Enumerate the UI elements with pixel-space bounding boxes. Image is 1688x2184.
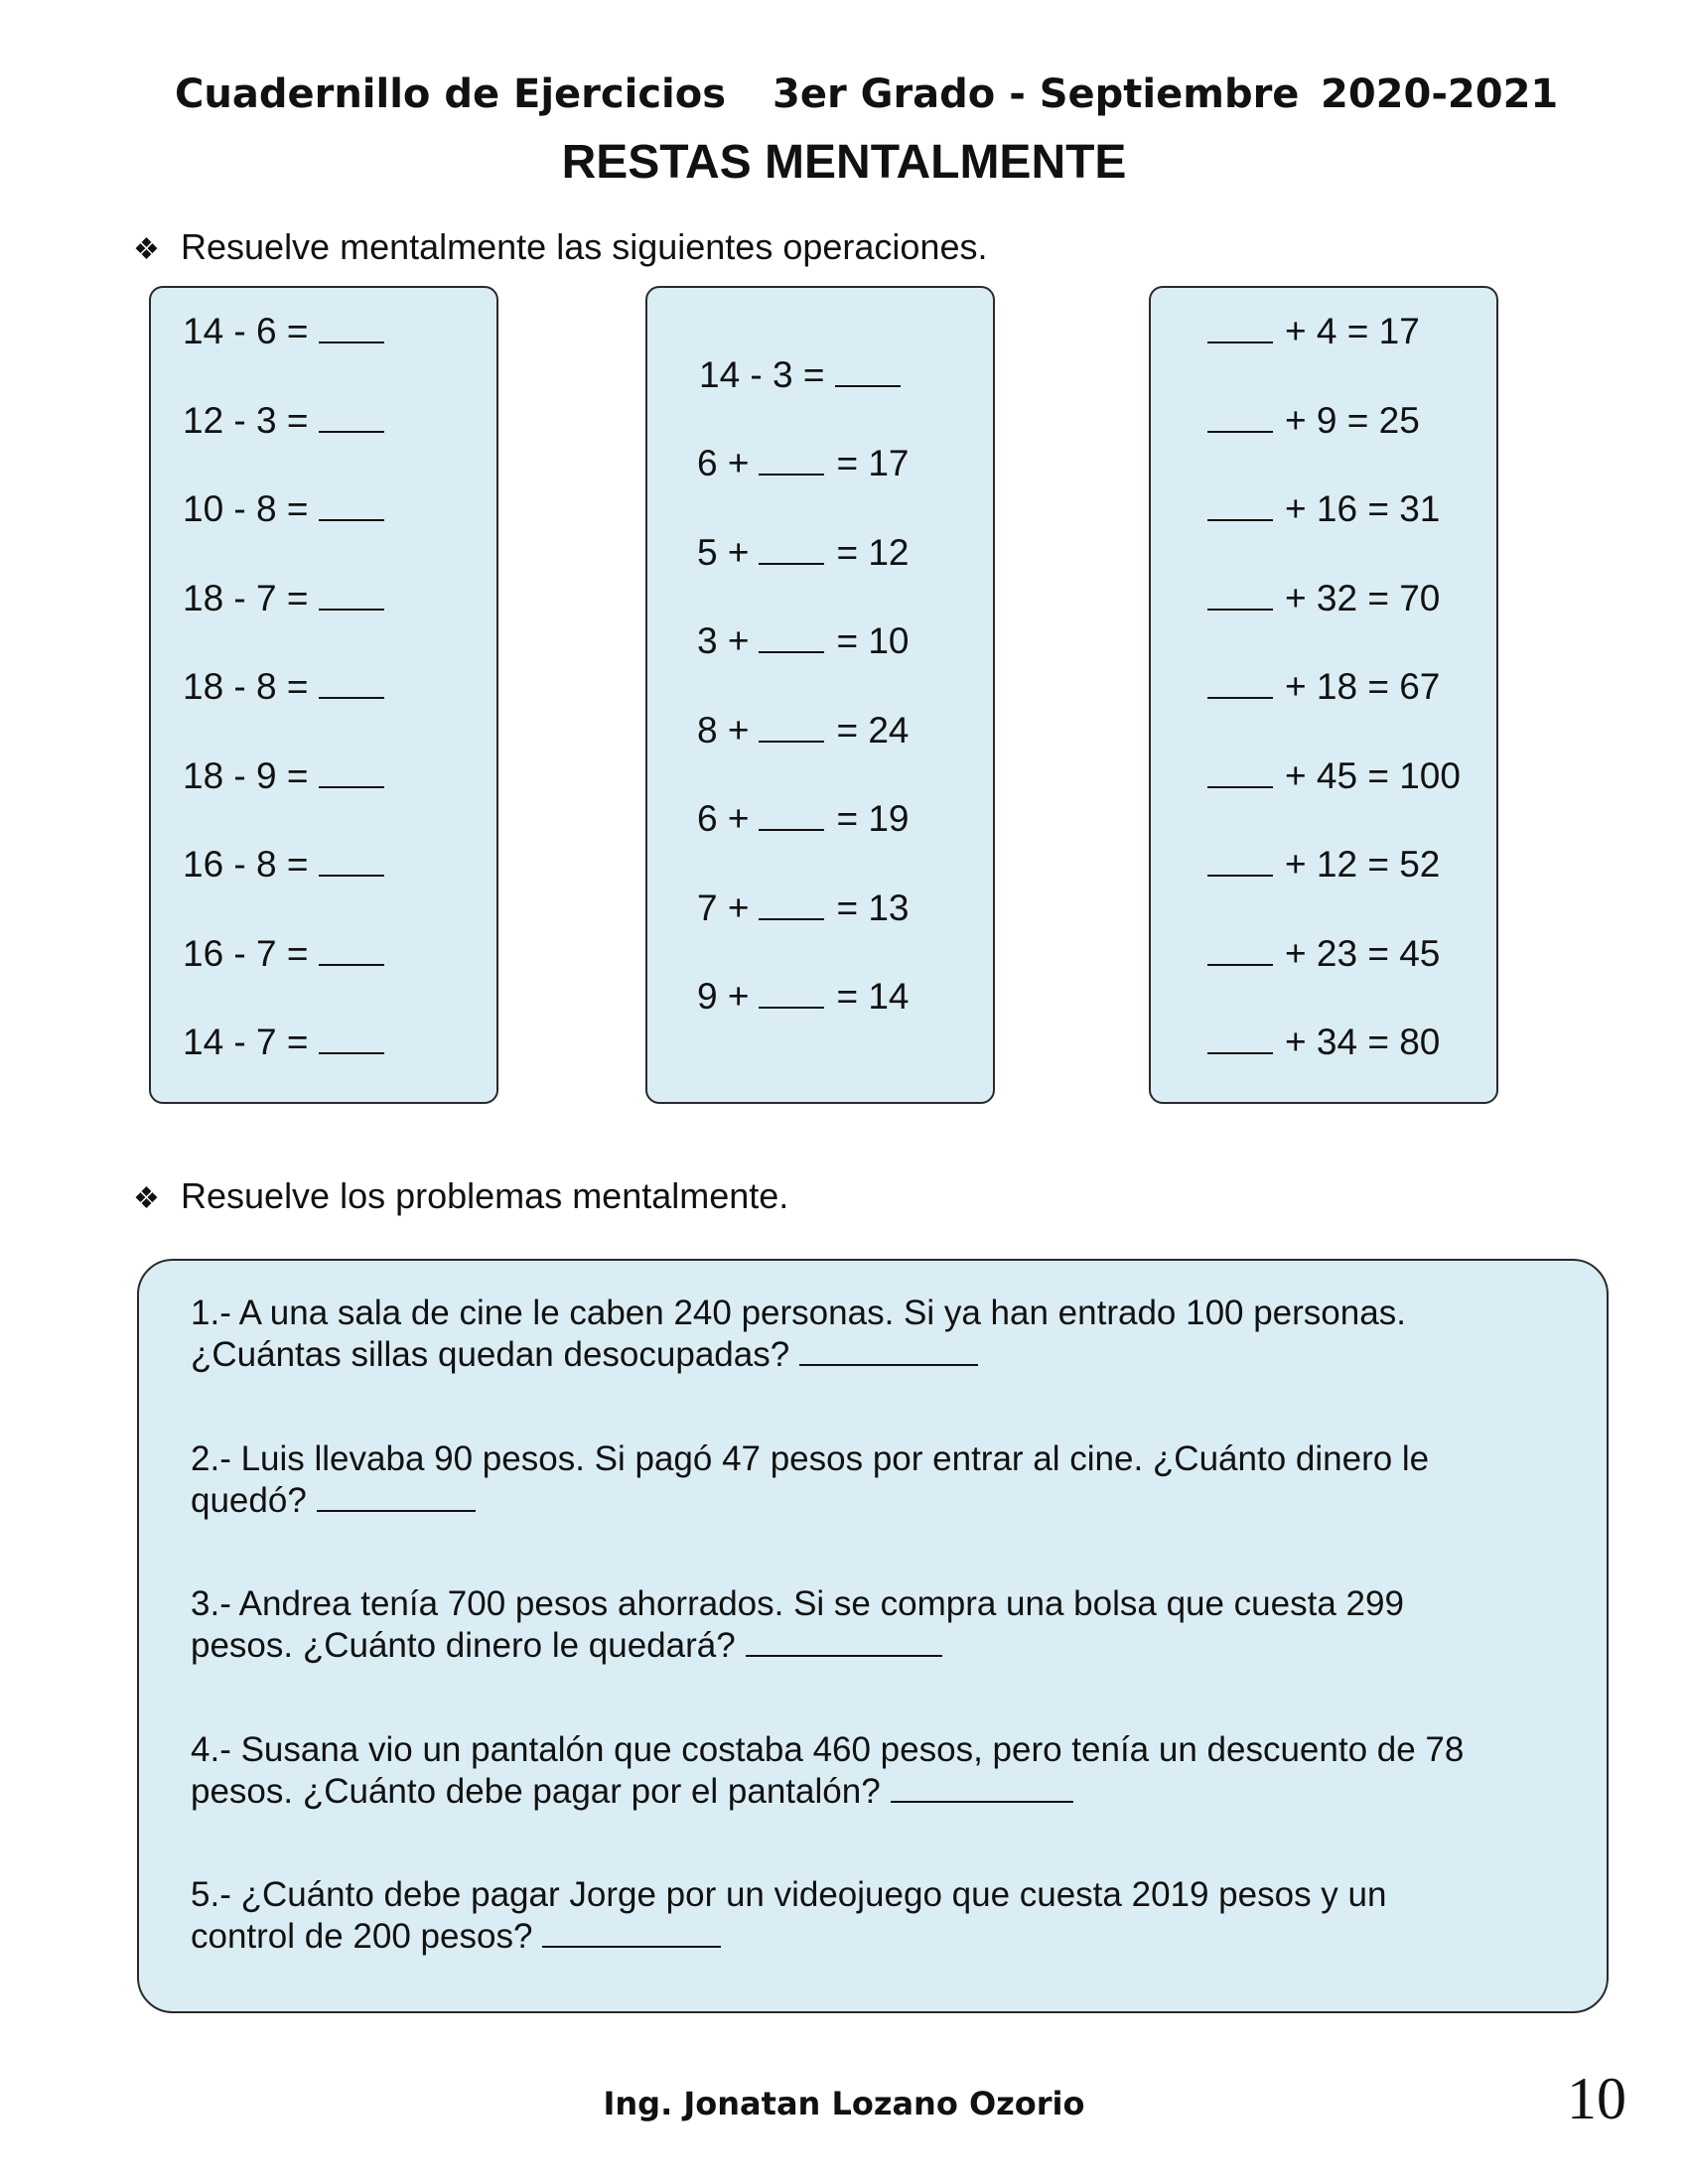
equation-text: 18 - 8 = xyxy=(183,666,309,707)
answer-blank[interactable] xyxy=(759,444,824,476)
answer-blank[interactable] xyxy=(759,799,824,831)
equation-text: + 9 = 25 xyxy=(1285,399,1420,441)
equation-row xyxy=(183,754,384,798)
equation-text: + 4 = 17 xyxy=(1285,311,1420,351)
answer-blank[interactable] xyxy=(319,667,384,699)
answer-blank[interactable] xyxy=(759,533,824,565)
header-notebook-title: Cuadernillo de Ejercicios xyxy=(175,71,727,117)
equation-row xyxy=(1207,310,1420,353)
answer-blank[interactable] xyxy=(319,934,384,966)
answer-blank[interactable] xyxy=(1207,489,1273,521)
problem-line: 4.- Susana vio un pantalón que costaba 460 pesos, pero tenía un descuento de 78 xyxy=(191,1729,1465,1769)
equation-row xyxy=(697,531,910,575)
problem-question-text: control de 200 pesos? xyxy=(191,1917,533,1956)
equation-row xyxy=(183,843,384,887)
footer-author: Ing. Jonatan Lozano Ozorio xyxy=(603,2085,1085,2122)
answer-blank[interactable] xyxy=(1207,934,1273,966)
equation-left: 6 + xyxy=(697,443,750,483)
page-number: 10 xyxy=(1567,2066,1626,2131)
equation-text: 14 - 3 = xyxy=(699,354,825,395)
problem-question xyxy=(191,1771,1521,1813)
answer-blank[interactable] xyxy=(835,355,901,387)
equation-row xyxy=(699,353,901,397)
answer-blank[interactable] xyxy=(746,1625,942,1657)
answer-blank[interactable] xyxy=(319,579,384,611)
equation-row xyxy=(697,442,910,485)
equation-right: = 14 xyxy=(836,976,910,1017)
equation-row xyxy=(183,399,384,443)
equation-row xyxy=(183,932,384,976)
equation-row xyxy=(1207,487,1440,531)
answer-blank[interactable] xyxy=(1207,756,1273,788)
equation-row xyxy=(1207,665,1440,709)
equation-text: 18 - 9 = xyxy=(183,754,309,796)
problem-question-text: pesos. ¿Cuánto dinero le quedará? xyxy=(191,1626,736,1665)
equation-row xyxy=(697,797,910,841)
equation-row xyxy=(183,310,384,353)
equation-row xyxy=(183,487,384,531)
equation-right: = 13 xyxy=(836,887,910,928)
equation-row xyxy=(1207,932,1440,976)
equation-row xyxy=(1207,843,1440,887)
equation-text: 16 - 8 = xyxy=(183,844,309,885)
equation-text: + 16 = 31 xyxy=(1285,488,1441,529)
answer-blank[interactable] xyxy=(1207,312,1273,343)
answer-blank[interactable] xyxy=(319,845,384,877)
equation-row xyxy=(183,1021,384,1064)
problem-question-text: ¿Cuántas sillas quedan desocupadas? xyxy=(191,1335,790,1374)
answer-blank[interactable] xyxy=(317,1480,476,1512)
instruction-text: Resuelve los problemas mentalmente. xyxy=(181,1175,789,1216)
answer-blank[interactable] xyxy=(1207,1023,1273,1054)
equation-text: 14 - 7 = xyxy=(183,1022,309,1062)
problem-question xyxy=(191,1480,1521,1522)
equation-text: 14 - 6 = xyxy=(183,311,309,351)
instruction-problems xyxy=(133,1175,788,1217)
equation-row xyxy=(697,709,910,752)
answer-blank[interactable] xyxy=(319,401,384,433)
answer-blank[interactable] xyxy=(759,888,824,920)
equation-text: 10 - 8 = xyxy=(183,488,309,529)
equation-row xyxy=(1207,754,1461,798)
problem-line: 1.- A una sala de cine le caben 240 personas. Si ya han entrado 100 personas. xyxy=(191,1294,1406,1332)
problem-item xyxy=(191,1293,1521,1376)
problem-line: 2.- Luis llevaba 90 pesos. Si pagó 47 pesos por entrar al cine. ¿Cuánto dinero le xyxy=(191,1438,1430,1478)
equation-left: 6 + xyxy=(697,798,750,839)
equation-left: 3 + xyxy=(697,620,750,661)
equation-row xyxy=(1207,399,1420,443)
answer-blank[interactable] xyxy=(319,1023,384,1054)
equation-row xyxy=(1207,577,1440,620)
problem-question xyxy=(191,1625,1521,1667)
answer-blank[interactable] xyxy=(799,1334,978,1366)
problem-item xyxy=(191,1874,1521,1958)
equation-right: = 10 xyxy=(836,620,910,661)
equation-row xyxy=(183,665,384,709)
equation-text: + 45 = 100 xyxy=(1285,754,1461,796)
equation-row xyxy=(1207,1021,1440,1064)
answer-blank[interactable] xyxy=(319,312,384,343)
problem-line: 5.- ¿Cuánto debe pagar Jorge por un videojuego que cuesta 2019 pesos y un xyxy=(191,1875,1387,1914)
problem-question-text: pesos. ¿Cuánto debe pagar por el pantalón? xyxy=(191,1771,881,1811)
equation-text: + 18 = 67 xyxy=(1285,666,1441,707)
equation-text: 12 - 3 = xyxy=(183,399,309,441)
answer-blank[interactable] xyxy=(891,1771,1073,1803)
problem-item xyxy=(191,1729,1521,1813)
problem-question xyxy=(191,1916,1521,1958)
answer-blank[interactable] xyxy=(759,621,824,653)
equation-left: 5 + xyxy=(697,531,750,573)
answer-blank[interactable] xyxy=(1207,401,1273,433)
equation-left: 8 + xyxy=(697,709,750,751)
equation-text: 18 - 7 = xyxy=(183,577,309,618)
equation-text: 16 - 7 = xyxy=(183,932,309,974)
answer-blank[interactable] xyxy=(1207,845,1273,877)
header-grade-month: 3er Grado - Septiembre xyxy=(773,71,1300,117)
diamond-bullet-icon: ❖ xyxy=(133,1182,160,1215)
equation-text: + 12 = 52 xyxy=(1285,844,1441,885)
problem-item xyxy=(191,1583,1521,1667)
equation-text: + 32 = 70 xyxy=(1285,577,1441,618)
answer-blank[interactable] xyxy=(759,977,824,1009)
instruction-text: Resuelve mentalmente las siguientes operaciones. xyxy=(181,226,988,267)
equation-right: = 19 xyxy=(836,798,910,839)
equation-row xyxy=(183,577,384,620)
answer-blank[interactable] xyxy=(319,756,384,788)
answer-blank[interactable] xyxy=(1207,667,1273,699)
equation-text: + 23 = 45 xyxy=(1285,932,1441,974)
header-school-year: 2020-2021 xyxy=(1321,71,1559,117)
answer-blank[interactable] xyxy=(542,1916,721,1948)
instruction-operations xyxy=(133,226,987,268)
problem-question-text: quedó? xyxy=(191,1480,307,1520)
equation-row xyxy=(697,619,910,663)
equation-left: 9 + xyxy=(697,976,750,1017)
answer-blank[interactable] xyxy=(759,711,824,743)
equation-left: 7 + xyxy=(697,887,750,928)
diamond-bullet-icon: ❖ xyxy=(133,233,160,266)
problem-item xyxy=(191,1438,1521,1522)
equation-right: = 17 xyxy=(836,443,910,483)
equation-row xyxy=(697,887,910,930)
page-title: RESTAS MENTALMENTE xyxy=(561,136,1127,189)
document-header xyxy=(0,71,1688,131)
problem-question xyxy=(191,1334,1521,1376)
problem-line: 3.- Andrea tenía 700 pesos ahorrados. Si se compra una bolsa que cuesta 299 xyxy=(191,1584,1404,1623)
equation-row xyxy=(697,975,910,1019)
equation-text: + 34 = 80 xyxy=(1285,1022,1441,1062)
equation-right: = 24 xyxy=(836,709,910,751)
answer-blank[interactable] xyxy=(319,489,384,521)
answer-blank[interactable] xyxy=(1207,579,1273,611)
equation-right: = 12 xyxy=(836,531,910,573)
